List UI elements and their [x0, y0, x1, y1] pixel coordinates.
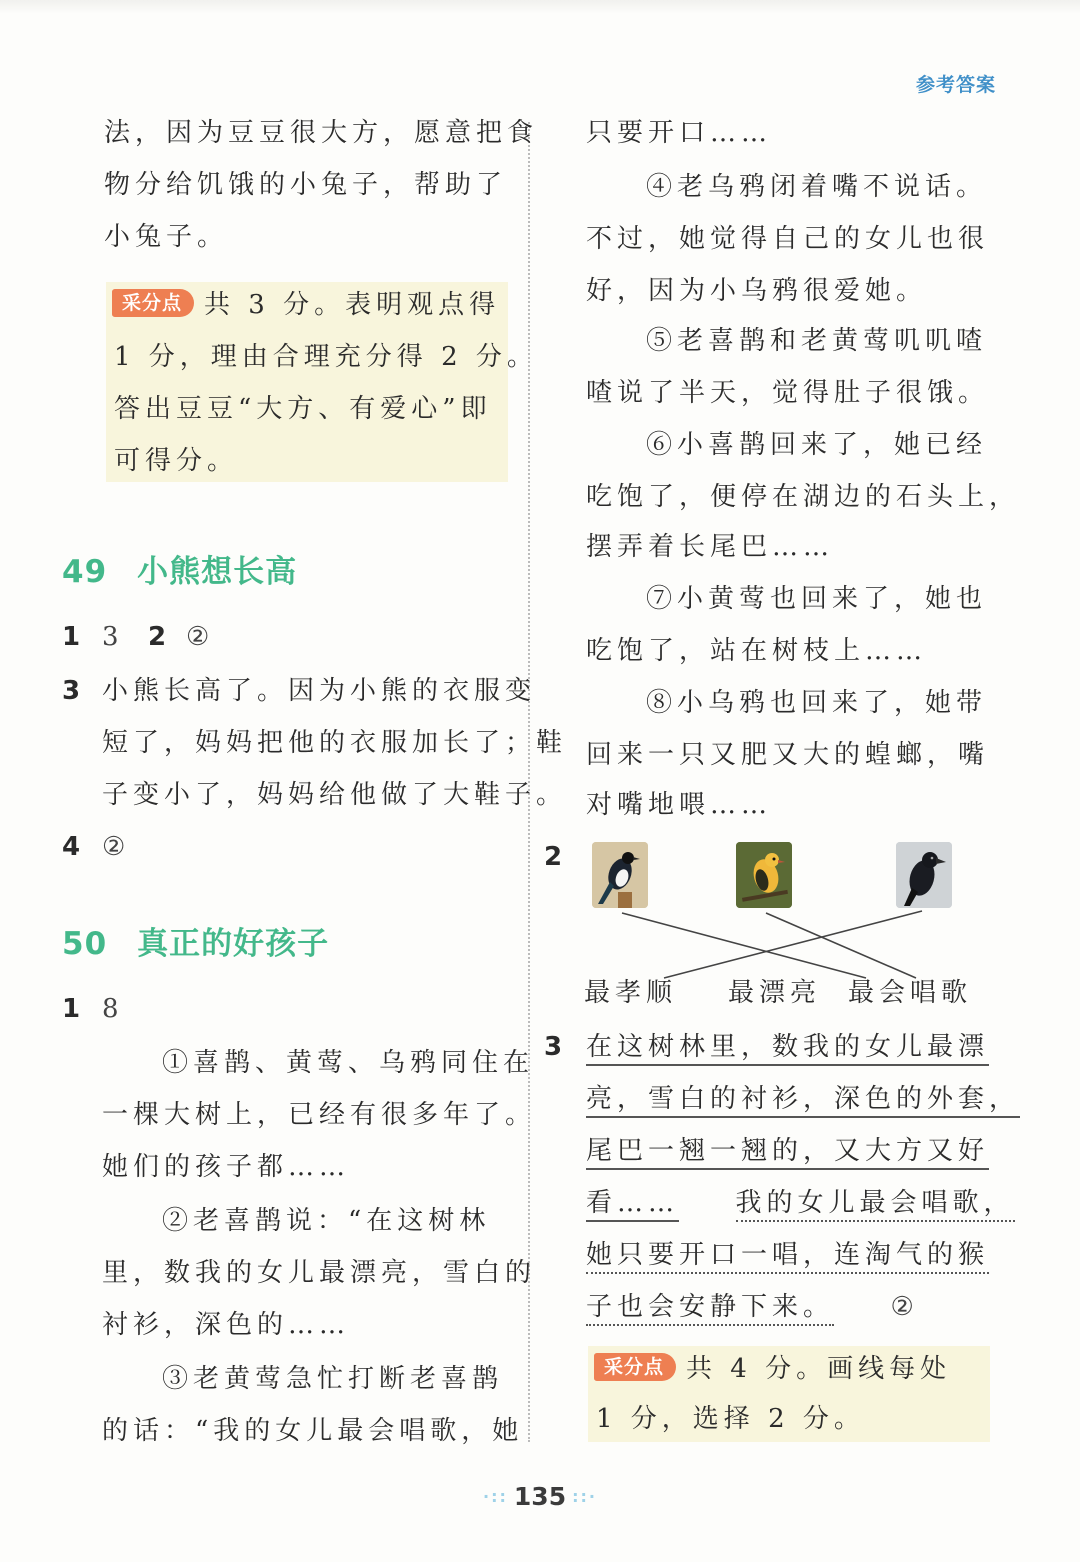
match-label: 最漂亮 — [728, 978, 822, 1008]
question-number: 3 — [62, 676, 81, 706]
question-number: 1 — [62, 994, 81, 1024]
text-line: ⑦小黄莺也回来了，她也 — [646, 584, 988, 614]
score-line: 1 分，选择 2 分。 — [596, 1404, 865, 1434]
score-line: 答出豆豆“大方、有爱心”即 — [114, 394, 492, 424]
answer: ② — [102, 832, 131, 862]
score-line: 1 分，理由合理充分得 2 分。 — [114, 342, 538, 372]
question-number: 2 — [544, 842, 563, 872]
question-number: 1 — [62, 622, 81, 652]
text-line: ⑧小乌鸦也回来了，她带 — [646, 688, 988, 718]
text-line: ②老喜鹊说：“在这树林 — [162, 1206, 491, 1236]
text-line: 看…… 我的女儿最会唱歌， — [586, 1186, 1015, 1220]
match-label: 最会唱歌 — [848, 978, 973, 1008]
page-number: ·:: 135 ::· — [483, 1482, 597, 1511]
text-line: 一棵大树上，已经有很多年了。 — [102, 1100, 537, 1130]
text-line: 尾巴一翘一翘的，又大方又好 — [586, 1134, 989, 1168]
section-title-49: 49 小熊想长高 — [62, 554, 298, 590]
score-line: 采分点 共 3 分。表明观点得 — [112, 288, 500, 322]
question-number: 4 — [62, 832, 81, 862]
score-box — [106, 282, 538, 482]
score-box — [588, 1346, 990, 1442]
text-line: 物分给饥饿的小兔子，帮助了 — [104, 170, 508, 200]
match-label: 最孝顺 — [584, 978, 678, 1008]
text-line: 她只要开口一唱，连淘气的猴 — [586, 1238, 989, 1272]
text-line: 回来一只又肥又大的蝗螂，嘴 — [586, 740, 990, 770]
text-line: 法，因为豆豆很大方，愿意把食 — [104, 118, 539, 148]
text-line: 对嘴地喂…… — [586, 790, 773, 820]
text-line: 亮，雪白的衬衫，深色的外套， — [586, 1082, 1020, 1116]
text-line: 只要开口…… — [586, 118, 773, 148]
page-number-deco-left: ·:: — [483, 1487, 508, 1506]
score-line: 可得分。 — [114, 446, 239, 476]
section-title-50: 50 真正的好孩子 — [62, 926, 330, 962]
text-line: 子也会安静下来。 ② — [586, 1290, 919, 1324]
question-number: 2 — [148, 622, 167, 652]
score-badge: 采分点 — [594, 1353, 676, 1381]
text-line: ①喜鹊、黄莺、乌鸦同住在 — [162, 1048, 535, 1078]
header-label: 参考答案 — [915, 74, 996, 96]
answer: ② — [186, 622, 215, 652]
text-line: 摆弄着长尾巴…… — [586, 532, 835, 562]
text-line: 不过，她觉得自己的女儿也很 — [586, 224, 990, 254]
question-number: 3 — [544, 1032, 563, 1062]
text-line: 喳说了半天，觉得肚子很饿。 — [586, 378, 990, 408]
text-line: 小兔子。 — [104, 222, 229, 252]
text-line: ⑥小喜鹊回来了，她已经 — [646, 430, 988, 460]
text-line: 衬衫，深色的…… — [102, 1310, 351, 1340]
text-line: 的话：“我的女儿最会唱歌，她 — [102, 1416, 524, 1446]
text-line: 小熊长高了。因为小熊的衣服变 — [102, 676, 537, 706]
text-line: 短了，妈妈把他的衣服加长了；鞋 — [102, 728, 568, 758]
score-line: 采分点 共 4 分。画线每处 — [594, 1352, 951, 1386]
matching-lines — [544, 0, 1004, 1562]
answer: 8 — [102, 994, 124, 1024]
answer: 3 — [102, 622, 124, 652]
text-line: 子变小了，妈妈给他做了大鞋子。 — [102, 780, 568, 810]
text-line: ⑤老喜鹊和老黄莺叽叽喳 — [646, 326, 988, 356]
page-number-deco-right: ::· — [572, 1487, 597, 1506]
text-line: 吃饱了，便停在湖边的石头上， — [586, 482, 1021, 512]
text-line: ④老乌鸦闭着嘴不说话。 — [646, 172, 988, 202]
score-badge: 采分点 — [112, 289, 194, 317]
text-line: 好，因为小乌鸦很爱她。 — [586, 276, 928, 306]
text-line: 在这树林里，数我的女儿最漂 — [586, 1030, 989, 1064]
text-line: 里，数我的女儿最漂亮，雪白的 — [102, 1258, 537, 1288]
text-line: 吃饱了，站在树枝上…… — [586, 636, 928, 666]
text-line: 她们的孩子都…… — [102, 1152, 351, 1182]
text-line: ③老黄莺急忙打断老喜鹊 — [162, 1364, 504, 1394]
